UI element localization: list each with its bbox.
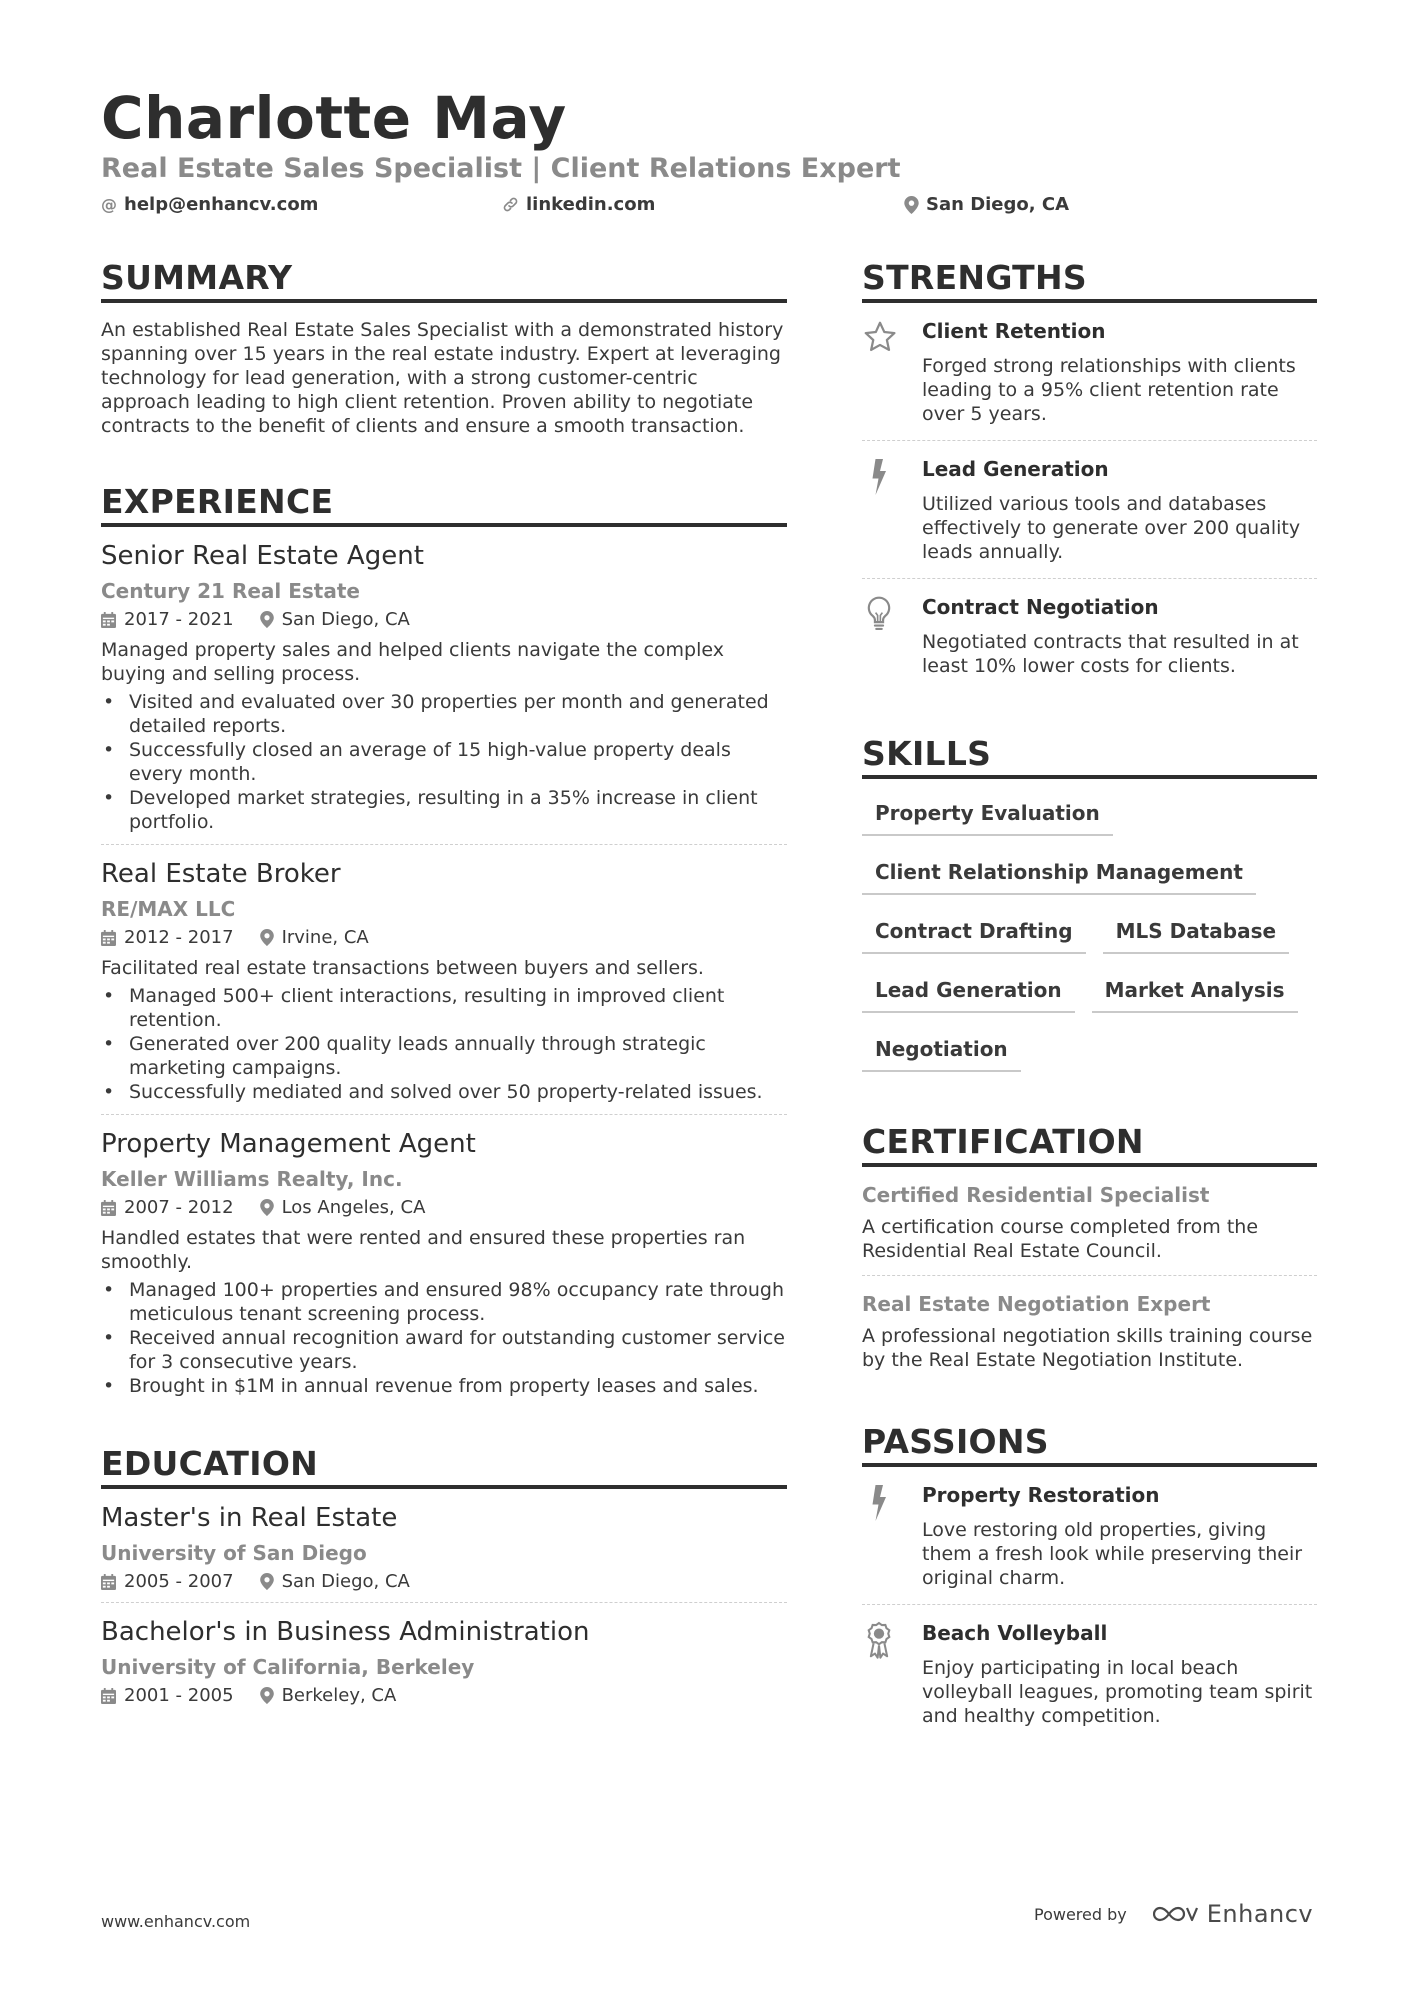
strength-title: Client Retention bbox=[922, 319, 1106, 343]
education-meta bbox=[101, 1685, 787, 1706]
job-bullets bbox=[101, 1278, 787, 1398]
passion-title: Property Restoration bbox=[922, 1483, 1160, 1507]
education-location: San Diego, CA bbox=[281, 1571, 410, 1592]
job-dates: 2017 - 2021 bbox=[124, 609, 234, 630]
calendar-icon bbox=[101, 1688, 116, 1704]
job-description: Managed property sales and helped clients navigate the complex buying and selling process. bbox=[101, 639, 724, 685]
passion-title: Beach Volleyball bbox=[922, 1621, 1108, 1645]
lightning-icon bbox=[862, 457, 922, 564]
certification-item bbox=[862, 1167, 1317, 1276]
certification-title: Real Estate Negotiation Expert bbox=[862, 1292, 1211, 1316]
job-location: San Diego, CA bbox=[281, 609, 410, 630]
link-icon bbox=[502, 196, 519, 213]
strength-description: Utilized various tools and databases effectively to generate over 200 quality leads annually. bbox=[922, 493, 1301, 563]
footer-website-link[interactable]: www.enhancv.com bbox=[101, 1912, 251, 1931]
bullet-item: • Brought in $1M in annual revenue from property leases and sales. bbox=[101, 1374, 787, 1398]
location-icon bbox=[260, 1687, 274, 1704]
bullet-item: • Visited and evaluated over 30 properties per month and generated detailed reports. bbox=[101, 690, 787, 738]
bullet-item: • Successfully closed an average of 15 high-value property deals every month. bbox=[101, 738, 787, 786]
school-name: University of California, Berkeley bbox=[101, 1655, 475, 1679]
job-description: Handled estates that were rented and ensured these properties ran smoothly. bbox=[101, 1227, 746, 1273]
bullet-item: • Managed 500+ client interactions, resulting in improved client retention. bbox=[101, 984, 787, 1032]
job-location: Irvine, CA bbox=[281, 927, 369, 948]
powered-by-label: Powered by bbox=[1034, 1904, 1127, 1924]
location-icon bbox=[260, 611, 274, 628]
candidate-name: Charlotte May bbox=[101, 84, 567, 152]
contact-linkedin-text: linkedin.com bbox=[526, 194, 656, 215]
company-name: Keller Williams Realty, Inc. bbox=[101, 1167, 403, 1191]
certification-title: Certified Residential Specialist bbox=[862, 1183, 1210, 1207]
job-description: Facilitated real estate transactions between buyers and sellers. bbox=[101, 957, 704, 979]
job-meta bbox=[101, 609, 787, 630]
company-name: Century 21 Real Estate bbox=[101, 579, 360, 603]
candidate-headline: Real Estate Sales Specialist | Client Relations Expert bbox=[101, 153, 901, 184]
bullet-item: • Managed 100+ properties and ensured 98% occupancy rate through meticulous tenant screening process. bbox=[101, 1278, 787, 1326]
strength-description: Negotiated contracts that resulted in at least 10% lower costs for clients. bbox=[922, 631, 1299, 677]
contact-location bbox=[904, 194, 1069, 215]
bullet-item: • Successfully mediated and solved over 50 property-related issues. bbox=[101, 1080, 787, 1104]
passion-description: Love restoring old properties, giving them a fresh look while preserving their original charm. bbox=[922, 1519, 1303, 1589]
skill-tag: Property Evaluation bbox=[862, 793, 1113, 836]
education-heading: EDUCATION bbox=[101, 1444, 787, 1489]
job-title: Real Estate Broker bbox=[101, 859, 341, 889]
skill-tag: MLS Database bbox=[1103, 911, 1289, 954]
contact-email-text: help@enhancv.com bbox=[124, 194, 319, 215]
certification-heading: CERTIFICATION bbox=[862, 1122, 1317, 1167]
location-icon bbox=[904, 196, 919, 214]
contact-linkedin[interactable] bbox=[502, 194, 655, 215]
location-icon bbox=[260, 1573, 274, 1590]
strength-title: Contract Negotiation bbox=[922, 595, 1159, 619]
summary-text: An established Real Estate Sales Specialist with a demonstrated history spanning over 15 years in the real estate industry. Expert at leveraging technology for lead generation, with a strong customer-centric approach leading to high client retention. Proven ability to negotiate contracts to the benefit of clients and ensure a smooth transaction. bbox=[101, 319, 784, 437]
education-item bbox=[101, 1503, 787, 1603]
summary-heading: SUMMARY bbox=[101, 258, 787, 303]
contact-location-text: San Diego, CA bbox=[926, 194, 1070, 215]
passion-description: Enjoy participating in local beach volleyball leagues, promoting team spirit and healthy competition. bbox=[922, 1657, 1313, 1727]
location-icon bbox=[260, 1199, 274, 1216]
education-dates: 2005 - 2007 bbox=[124, 1571, 234, 1592]
experience-item bbox=[101, 859, 787, 1115]
skill-tag: Lead Generation bbox=[862, 970, 1075, 1013]
calendar-icon bbox=[101, 1574, 116, 1590]
skill-tag: Client Relationship Management bbox=[862, 852, 1256, 895]
experience-item bbox=[101, 541, 787, 845]
right-column bbox=[862, 258, 1317, 1742]
job-location: Los Angeles, CA bbox=[281, 1197, 426, 1218]
lightbulb-icon bbox=[862, 595, 922, 678]
strength-description: Forged strong relationships with clients leading to a 95% client retention rate over 5 years. bbox=[922, 355, 1296, 425]
skills-list bbox=[862, 793, 1317, 1088]
skills-heading: SKILLS bbox=[862, 734, 1317, 779]
skill-tag: Negotiation bbox=[862, 1029, 1021, 1072]
job-title: Property Management Agent bbox=[101, 1129, 476, 1159]
job-bullets bbox=[101, 984, 787, 1104]
calendar-icon bbox=[101, 930, 116, 946]
strength-title: Lead Generation bbox=[922, 457, 1109, 481]
strength-item bbox=[862, 303, 1317, 441]
passions-heading: PASSIONS bbox=[862, 1422, 1317, 1467]
certification-description: A professional negotiation skills training course by the Real Estate Negotiation Institute. bbox=[862, 1325, 1313, 1371]
experience-item bbox=[101, 1129, 787, 1408]
contact-email[interactable] bbox=[101, 194, 318, 215]
certification-description: A certification course completed from the Residential Real Estate Council. bbox=[862, 1216, 1259, 1262]
bullet-item: • Generated over 200 quality leads annually through strategic marketing campaigns. bbox=[101, 1032, 787, 1080]
job-dates: 2007 - 2012 bbox=[124, 1197, 234, 1218]
calendar-icon bbox=[101, 1200, 116, 1216]
brand-name: Enhancv bbox=[1206, 1900, 1314, 1928]
strength-item bbox=[862, 441, 1317, 579]
job-title: Senior Real Estate Agent bbox=[101, 541, 424, 571]
strength-item bbox=[862, 579, 1317, 692]
left-column bbox=[101, 258, 787, 1716]
passion-item bbox=[862, 1605, 1317, 1742]
skill-tag: Market Analysis bbox=[1092, 970, 1298, 1013]
school-name: University of San Diego bbox=[101, 1541, 367, 1565]
star-icon bbox=[862, 319, 922, 426]
education-dates: 2001 - 2005 bbox=[124, 1685, 234, 1706]
job-meta bbox=[101, 1197, 787, 1218]
calendar-icon bbox=[101, 612, 116, 628]
experience-heading: EXPERIENCE bbox=[101, 482, 787, 527]
at-icon: @ bbox=[101, 195, 117, 214]
certification-item bbox=[862, 1276, 1317, 1384]
passion-item bbox=[862, 1467, 1317, 1605]
education-location: Berkeley, CA bbox=[281, 1685, 397, 1706]
footer-branding[interactable] bbox=[1034, 1900, 1313, 1928]
skill-tag: Contract Drafting bbox=[862, 911, 1086, 954]
bullet-item: • Received annual recognition award for outstanding customer service for 3 consecutive years. bbox=[101, 1326, 787, 1374]
enhancv-logo-icon bbox=[1153, 1902, 1199, 1926]
job-meta bbox=[101, 927, 787, 948]
job-dates: 2012 - 2017 bbox=[124, 927, 234, 948]
education-item bbox=[101, 1617, 787, 1716]
education-meta bbox=[101, 1571, 787, 1592]
job-bullets bbox=[101, 690, 787, 834]
bullet-item: • Developed market strategies, resulting in a 35% increase in client portfolio. bbox=[101, 786, 787, 834]
strengths-heading: STRENGTHS bbox=[862, 258, 1317, 303]
degree: Bachelor's in Business Administration bbox=[101, 1617, 590, 1647]
award-ribbon-icon bbox=[862, 1621, 922, 1728]
lightning-icon bbox=[862, 1483, 922, 1590]
location-icon bbox=[260, 929, 274, 946]
degree: Master's in Real Estate bbox=[101, 1503, 398, 1533]
company-name: RE/MAX LLC bbox=[101, 897, 236, 921]
